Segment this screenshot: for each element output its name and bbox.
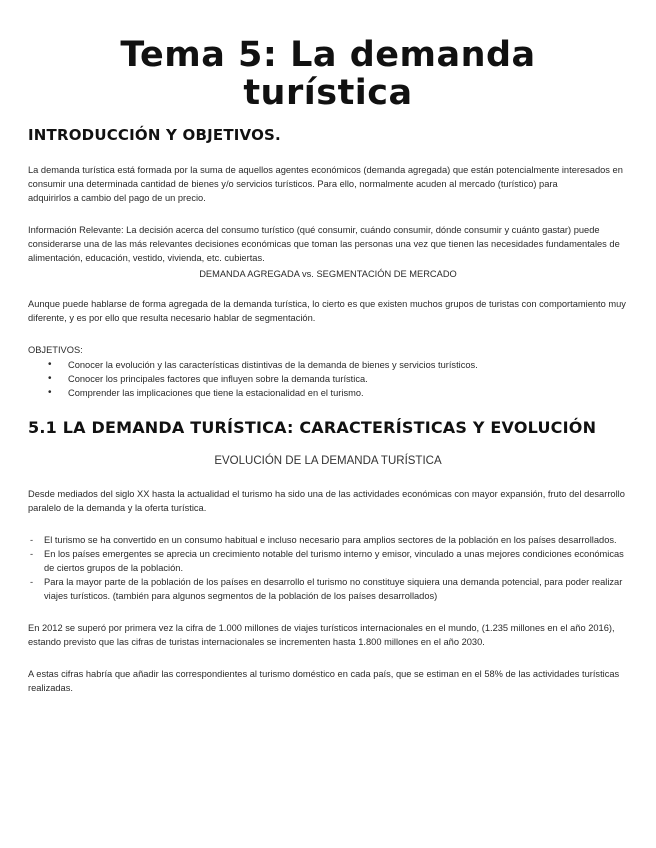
points-list <box>28 533 628 603</box>
point-item: - Para la mayor parte de la población de los países en desarrollo el turismo no constituye siquiera una demanda potencial, para poder realizar viajes turísticos. (también para algunos segmentos de la población de los países desarrollados) <box>44 575 628 603</box>
objective-item: • Conocer los principales factores que influyen sobre la demanda turística. <box>68 372 628 386</box>
section-subheading: EVOLUCIÓN DE LA DEMANDA TURÍSTICA <box>214 455 442 467</box>
objectives-list <box>28 358 628 400</box>
objective-item: • Comprender las implicaciones que tiene la estacionalidad en el turismo. <box>68 386 628 400</box>
page-title <box>28 36 628 112</box>
section-paragraph-1: Desde mediados del siglo XX hasta la actualidad el turismo ha sido una de las actividades económicas con mayor expansión, fruto del desarrollo paralelo de la demanda y la oferta turística. <box>28 489 625 513</box>
section-heading: 5.1 LA DEMANDA TURÍSTICA: CARACTERÍSTICAS Y EVOLUCIÓN <box>28 418 597 437</box>
point-item: - El turismo se ha convertido en un consumo habitual e incluso necesario para amplios sectores de la población en los países desarrollados. <box>44 533 628 547</box>
intro-paragraph-1 <box>28 163 628 205</box>
objectives-label: OBJETIVOS: <box>28 345 83 355</box>
title-line-2: turística <box>243 73 413 113</box>
intro-heading: INTRODUCCIÓN Y OBJETIVOS. <box>28 126 281 144</box>
section-paragraph-3: A estas cifras habría que añadir las correspondientes al turismo doméstico en cada país, que se estiman en el 58% de las actividades turísticas realizadas. <box>28 669 620 693</box>
section-paragraph-2: En 2012 se superó por primera vez la cifra de 1.000 millones de viajes turísticos internacionales en el mundo, (1.235 millones en el año 2016), estando previsto que las cifras de turistas internacionales se incrementen hasta 1.800 millones en el año 2030. <box>28 623 615 647</box>
title-line-1: Tema 5: La demanda <box>120 35 536 75</box>
intro-paragraph-1-cont: adquirirlos a cambio del pago de un precio. <box>28 193 206 203</box>
objective-item: • Conocer la evolución y las características distintivas de la demanda de bienes y servicios turísticos. <box>68 358 628 372</box>
point-item: - En los países emergentes se aprecia un crecimiento notable del turismo interno y emisor, vinculado a unas mejores condiciones económicas de ciertos grupos de la población. <box>44 547 628 575</box>
intro-paragraph-2: Información Relevante: La decisión acerca del consumo turístico (qué consumir, cuándo consumir, dónde consumir y cuánto gastar) puede considerarse una de las más relevantes decisiones económicas que toman las personas una vez que tienen las necesidades fundamentales de alimentación, educación, vestido, vivienda, etc. cubiertas. <box>28 225 620 263</box>
intro-paragraph-1-text: La demanda turística está formada por la suma de aquellos agentes económicos (demanda agregada) que están potencialmente interesados en consumir una determinada cantidad de bienes y/o servicios turísticos. Para ello, normalmente acuden al mercado (turístico) para <box>28 165 623 189</box>
intro-subtitle: DEMANDA AGREGADA vs. SEGMENTACIÓN DE MERCADO <box>199 269 457 279</box>
intro-paragraph-3: Aunque puede hablarse de forma agregada de la demanda turística, lo cierto es que existen muchos grupos de turistas con comportamiento muy diferente, y es por ello que resulta necesario hablar de segmentación. <box>28 299 626 323</box>
